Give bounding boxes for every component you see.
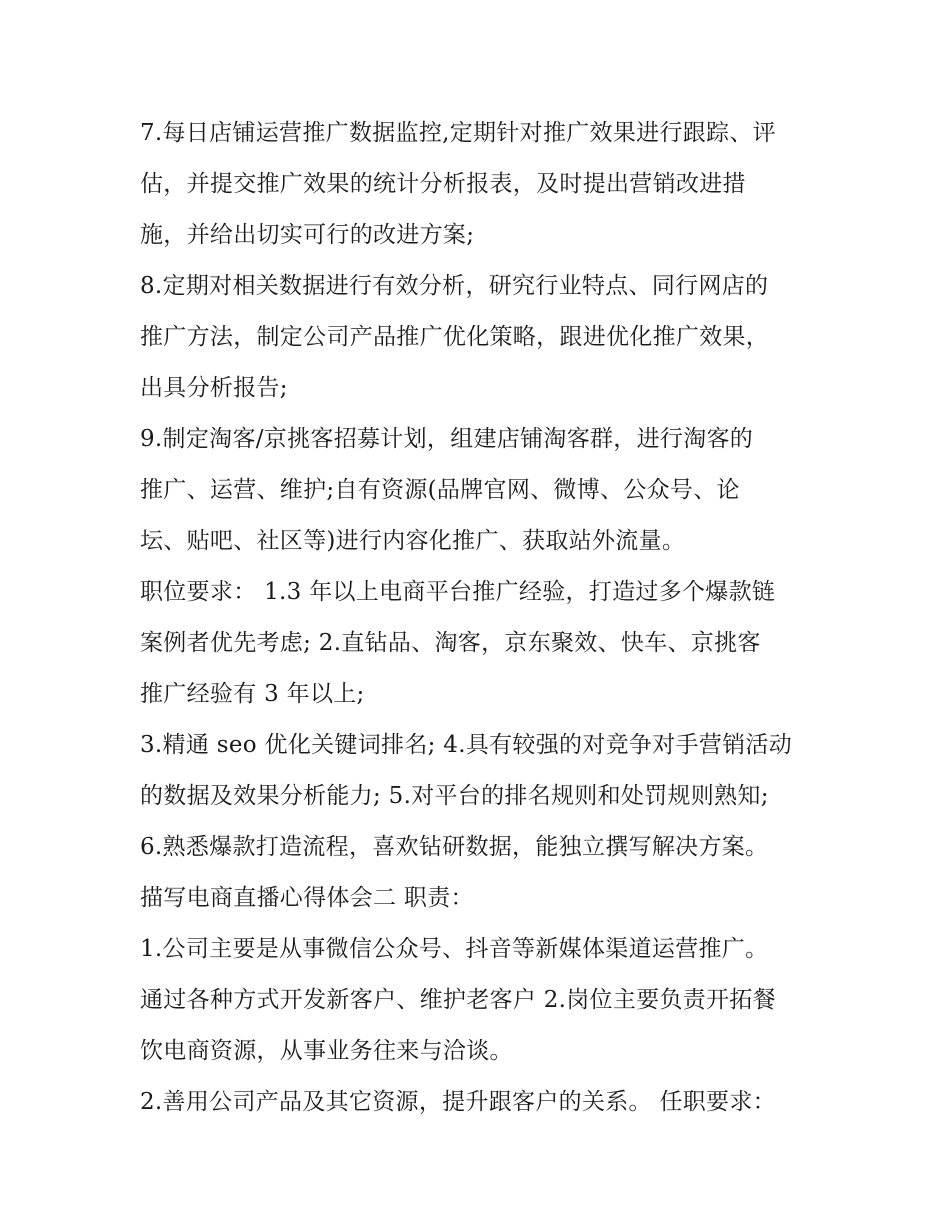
text-line: 推广、运营、维护;自有资源(品牌官网、微博、公众号、论 bbox=[140, 477, 740, 503]
document-body bbox=[140, 108, 820, 1128]
text-line: 8.定期对相关数据进行有效分析，研究行业特点、同行网店的 bbox=[140, 273, 769, 299]
text-line: 3.精通 seo 优化关键词排名; 4.具有较强的对竞争对手营销活动 bbox=[140, 732, 793, 758]
text-line: 施，并给出切实可行的改进方案; bbox=[140, 222, 475, 248]
text-line: 案例者优先考虑; 2.直钻品、淘客，京东聚效、快车、京挑客 bbox=[140, 630, 761, 656]
text-line: 推广经验有 3 年以上; bbox=[140, 681, 365, 707]
text-line: 通过各种方式开发新客户、维护老客户 2.岗位主要负责开拓餐 bbox=[140, 987, 776, 1013]
text-line: 的数据及效果分析能力; 5.对平台的排名规则和处罚规则熟知; bbox=[140, 783, 769, 809]
text-line: 估，并提交推广效果的统计分析报表，及时提出营销改进措 bbox=[140, 171, 746, 197]
text-line: 饮电商资源，从事业务往来与洽谈。 bbox=[140, 1038, 513, 1064]
section-heading: 描写电商直播心得体会二 职责： bbox=[140, 885, 474, 911]
text-line: 推广方法，制定公司产品推广优化策略，跟进优化推广效果， bbox=[140, 324, 770, 350]
text-line: 1.公司主要是从事微信公众号、抖音等新媒体渠道运营推广。 bbox=[140, 936, 769, 962]
text-line: 坛、贴吧、社区等)进行内容化推广、获取站外流量。 bbox=[140, 528, 686, 554]
text-line: 7.每日店铺运营推广数据监控,定期针对推广效果进行跟踪、评 bbox=[140, 120, 776, 146]
text-line: 2.善用公司产品及其它资源，提升跟客户的关系。 任职要求： bbox=[140, 1089, 776, 1115]
text-line: 出具分析报告; bbox=[140, 375, 288, 401]
text-line: 9.制定淘客/京挑客招募计划，组建店铺淘客群，进行淘客的 bbox=[140, 426, 754, 452]
text-line: 职位要求： 1.3 年以上电商平台推广经验，打造过多个爆款链 bbox=[140, 579, 776, 605]
text-line: 6.熟悉爆款打造流程，喜欢钻研数据，能独立撰写解决方案。 bbox=[140, 834, 769, 860]
